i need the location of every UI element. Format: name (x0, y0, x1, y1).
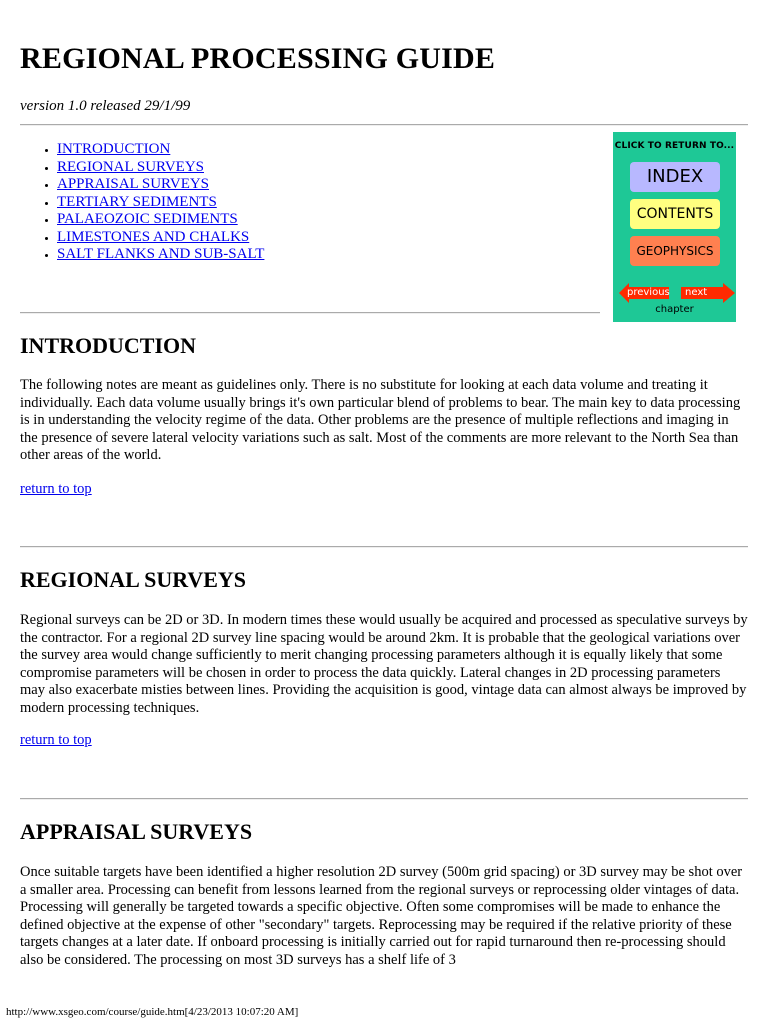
toc-link-palaeozoic-sediments[interactable]: PALAEOZOIC SEDIMENTS (57, 211, 238, 227)
toc-item (57, 211, 264, 229)
section-body-appraisal-surveys: Once suitable targets have been identified a higher resolution 2D survey (500m grid spacing) or 3D survey may be shot over a smaller area. Processing can benefit from lessons learned from the regional surveys or reprocessing older vintages of data. Processing will generally be targeted towards a specific objective. Often some compromises will be made to enhance the defined objective at the expense of other "secondary" targets. Reprocessing may be required if the relative priority of these targets changes at a later date. If onboard processing is initially carried out for rapid turnaround then re-processing should also be considered. The processing on most 3D surveys has a shelf life of 3 (20, 864, 743, 968)
toc-link-limestones-and-chalks[interactable]: LIMESTONES AND CHALKS (57, 228, 250, 245)
contents-button[interactable]: CONTENTS (630, 199, 720, 229)
divider (20, 798, 748, 800)
section-heading-appraisal-surveys: APPRAISAL SURVEYS (20, 819, 253, 844)
geophysics-button[interactable]: GEOPHYSICS (630, 236, 720, 266)
section-body-introduction: The following notes are meant as guidelines only. There is no substitute for looking at each data volume and treating it individually. Each data volume usually brings it's own particular blend of problems to bear. The main key to data processing is in understanding the velocity regime of the data. Other problems are the presence of multiple reflections and imaging in the presence of severe lateral velocity variations such as salt. Most of the comments are more relevant to the North Sea than other areas of the world. (20, 377, 741, 463)
toc-item (57, 176, 264, 194)
page-title: REGIONAL PROCESSING GUIDE (20, 42, 496, 75)
toc-link-introduction[interactable]: INTRODUCTION (57, 141, 171, 157)
navigation-caption: CLICK TO RETURN TO... (614, 141, 735, 151)
version-note: version 1.0 released 29/1/99 (20, 98, 191, 114)
previous-chapter-button[interactable] (619, 283, 670, 303)
section-heading-regional-surveys: REGIONAL SURVEYS (20, 567, 247, 592)
return-to-top-link[interactable]: return to top (20, 732, 92, 748)
index-button[interactable]: INDEX (630, 162, 720, 192)
previous-label: previous (627, 287, 670, 298)
table-of-contents (20, 141, 264, 264)
navigation-box (613, 132, 736, 322)
section-heading-introduction: INTRODUCTION (20, 333, 197, 358)
divider (20, 312, 600, 314)
next-label: next (685, 287, 708, 298)
return-to-top-link[interactable]: return to top (20, 481, 92, 497)
page-footer-url: http://www.xsgeo.com/course/guide.htm[4/23/2013 10:07:20 AM] (6, 1006, 299, 1018)
toc-item (57, 159, 264, 177)
toc-link-regional-surveys[interactable]: REGIONAL SURVEYS (57, 158, 204, 175)
toc-link-appraisal-surveys[interactable]: APPRAISAL SURVEYS (57, 176, 210, 192)
next-chapter-button[interactable] (681, 283, 707, 303)
toc-item (57, 141, 264, 159)
divider (20, 124, 748, 126)
chapter-label: chapter (655, 304, 694, 315)
toc-item (57, 194, 264, 212)
divider (20, 546, 748, 548)
toc-link-salt-flanks[interactable]: SALT FLANKS AND SUB-SALT (57, 246, 265, 262)
toc-link-tertiary-sediments[interactable]: TERTIARY SEDIMENTS (57, 193, 217, 210)
section-body-regional-surveys: Regional surveys can be 2D or 3D. In modern times these would usually be acquired and processed as speculative surveys by the contractor. For a regional 2D survey line spacing would be around 2km. It is probable that the geological variations over the survey area would change sufficiently to merit changing processing parameters although it is equally likely that some compromise parameters will be chosen in order to process the data quickly. Lateral changes in 2D processing parameters may also exacerbate misties between lines. Providing the acquisition is good, vintage data can almost always be improved by modern processing techniques. (20, 612, 748, 716)
toc-item (57, 229, 264, 247)
toc-item (57, 246, 264, 264)
